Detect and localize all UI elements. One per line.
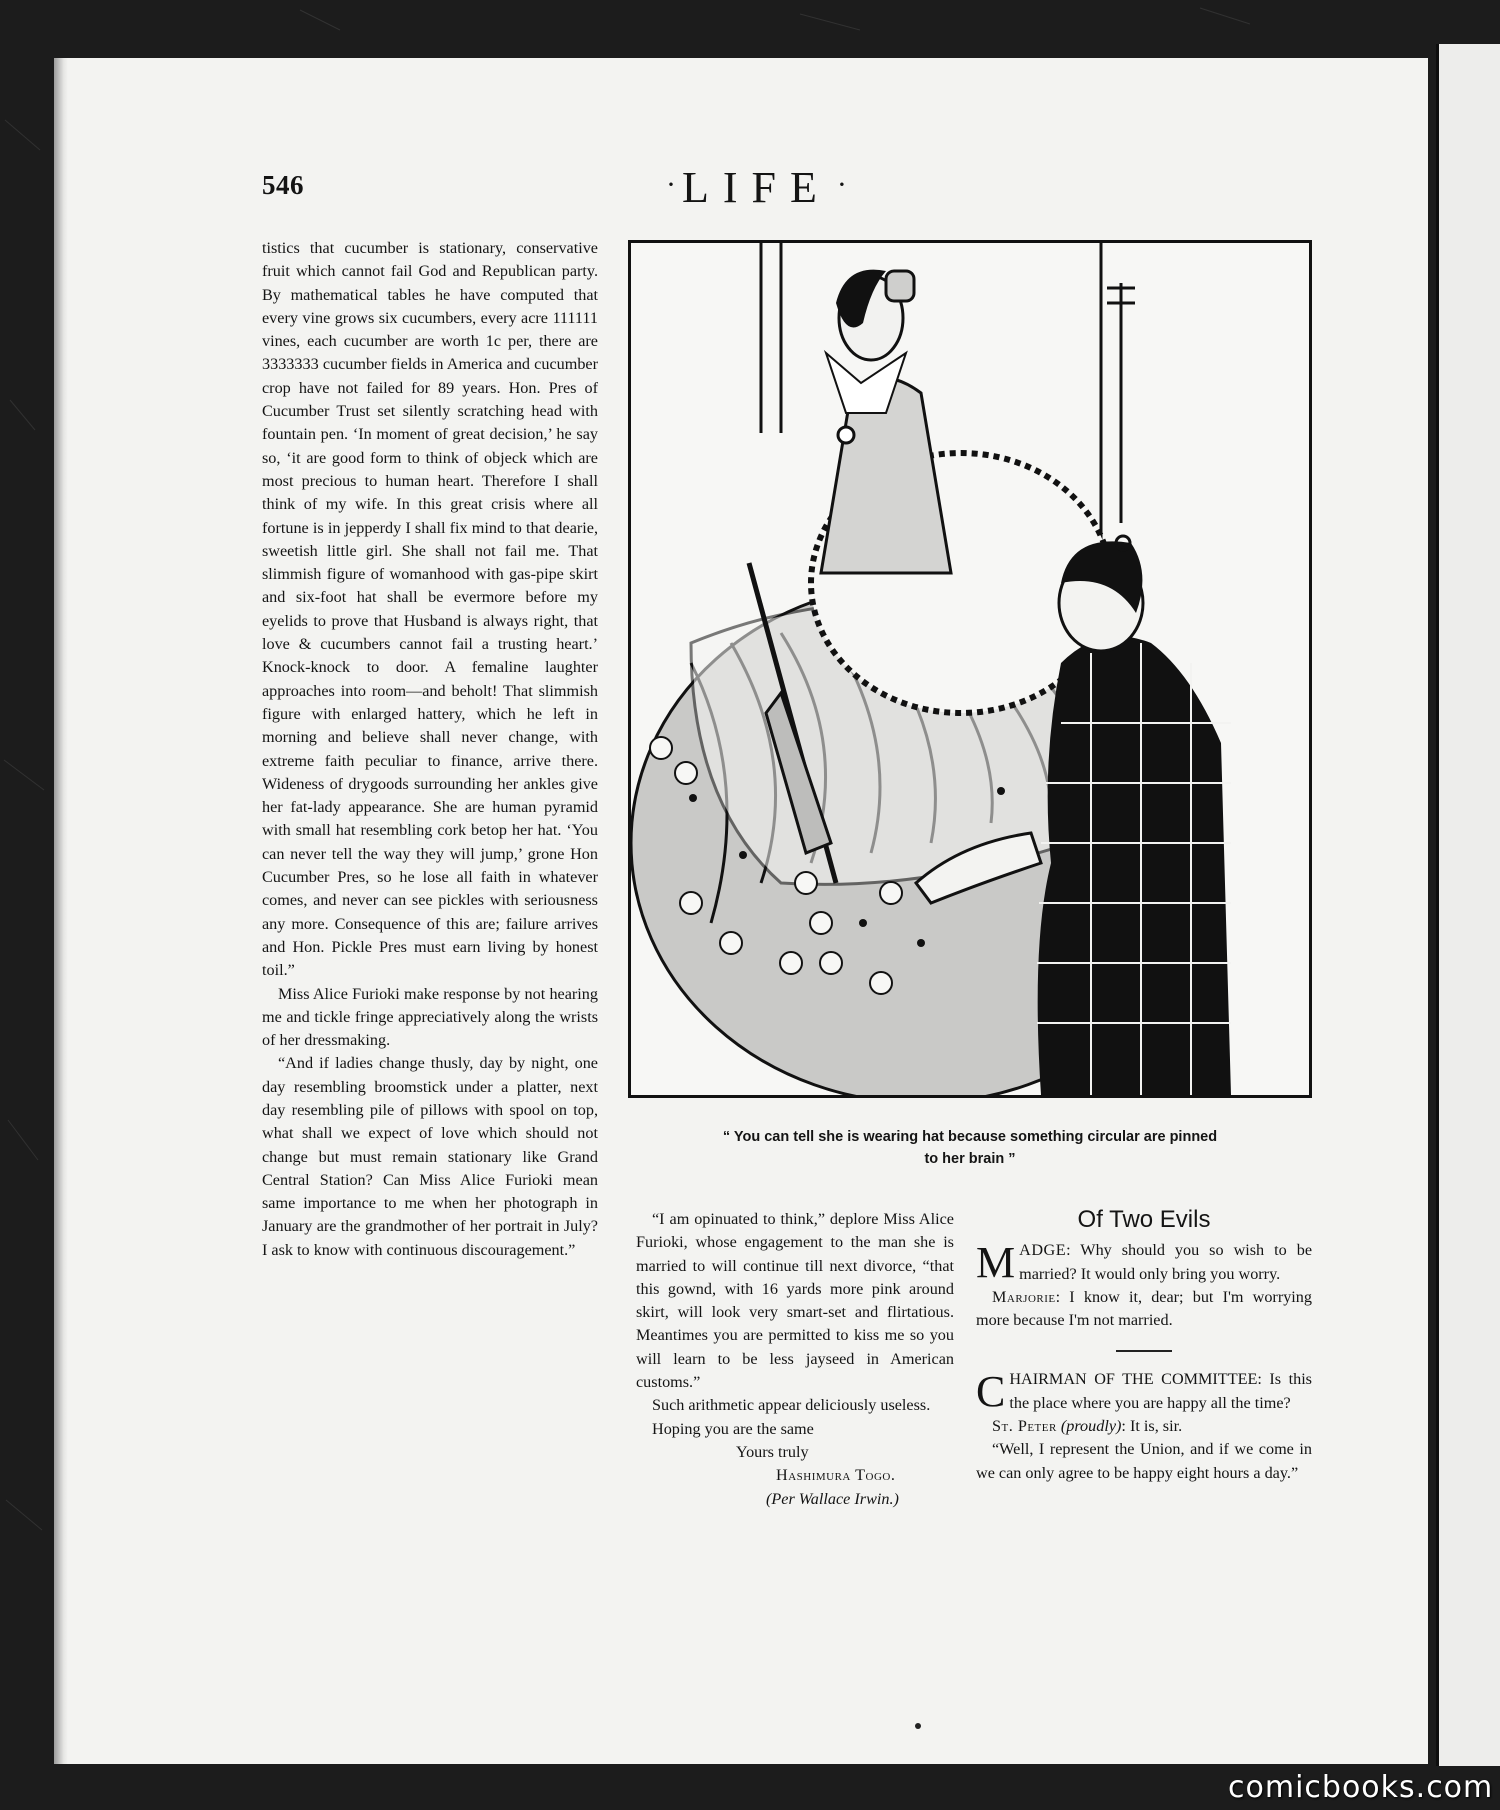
speaker-madge: ADGE: [1019, 1241, 1067, 1260]
letter-signer: Hashimura Togo.: [776, 1466, 896, 1485]
speaker-marjorie: Marjorie: [992, 1287, 1056, 1306]
letter-closing: Hoping you are the same: [652, 1419, 814, 1438]
caption-line-1: “ You can tell she is wearing hat because something circular are pinned: [722, 1129, 1218, 1145]
caption-line-2: to her brain ”: [924, 1151, 1016, 1167]
chairman-line: : Is this the place where you are happy all the time?: [1009, 1370, 1312, 1412]
masthead-title: LIFE: [682, 163, 831, 212]
letter-per: (Per Wallace Irwin.): [766, 1489, 899, 1508]
page-mark: [915, 1723, 921, 1729]
watermark: comicbooks.com: [1228, 1770, 1494, 1805]
cartoon-illustration: [628, 240, 1312, 1098]
speaker-chairman: HAIRMAN OF THE COMMITTEE: [1009, 1370, 1258, 1389]
piece-2-line-2: [976, 1415, 1312, 1438]
stage-direction: (proudly): [1060, 1417, 1122, 1436]
marjorie-line: : I know it, dear; but I'm worrying more because I'm not married.: [976, 1287, 1312, 1330]
masthead: [660, 162, 853, 213]
st-peter-line: : It is, sir.: [1121, 1417, 1183, 1436]
right-column: [976, 1208, 1312, 1485]
page-spine-shadow: [54, 58, 68, 1764]
left-paragraph-1: tistics that cucumber is stationary, conservative fruit which cannot fail God and Republican party. By mathematical tables he have computed that every vine grows six cucumbers, every acre 111111 vines, each cucumber are worth 1c per, there are 3333333 cucumber fields in America and cucumber crop have not failed for 89 years. Hon. Pres of Cucumber Trust set silently scratching head with fountain pen. ‘In moment of great decision,’ he say so, ‘it are good form to think of objeck which are most precious to human heart. Therefore I shall think of my wife. In this great crisis where all fortune is in jepperdy I shall fix mind to that dearie, sweetish little girl. She shall not fail me. That slimmish figure of womanhood with gas-pipe skirt and six-foot hat shall be evermore before my eyelids to prove that Husband is always right, that love & cucumbers cannot fail a trusting heart.’ Knock-knock to door. A femaline laughter approaches into room—and beholt! That slimmish figure with enlarged hattery, which he left in morning and believe shall never change, with extreme faith peculiar to finance, arrive there. Wideness of drygoods surrounding her ankles give her fat-lady appearance. She are human pyramid with small hat resembling cork betop her hat. ‘You can never tell the way they will jump,’ grone Hon Cucumber Pres, so he lose all faith in whatever comes, and never can see pickles with seriousness any more. Consequence of this are; failure arrives and Hon. Pickle Pres must earn living by honest toil.”: [262, 239, 598, 980]
letter-yours: Yours truly: [736, 1442, 809, 1461]
piece-2-line-1: [976, 1368, 1312, 1415]
masthead-dot-right: ·: [836, 168, 847, 201]
piece-1-line-2: [976, 1286, 1312, 1333]
left-paragraph-3: “And if ladies change thusly, day by night, one day resembling broomstick under a platter, next day resembling pile of pillows with spool on top, what shall we expect of love which should not change but must remain stationary like Grand Central Station? Can Miss Alice Furioki mean same importance to me when her photograph in January are the grandmother of her portrait in July? I ask to know with continuous discouragement.”: [262, 1054, 598, 1259]
page-number: 546: [262, 170, 304, 200]
dropcap-m: M: [976, 1238, 1016, 1288]
left-paragraph-2: Miss Alice Furioki make response by not hearing me and tickle fringe appreciatively along the wrists of her dressmaking.: [262, 984, 598, 1050]
section-divider: [1116, 1350, 1172, 1352]
madge-line: : Why should you so wish to be married? It would only bring you worry.: [1019, 1241, 1312, 1283]
adjacent-page-edge: [1436, 44, 1500, 1766]
piece-2-line-3: “Well, I represent the Union, and if we come in we can only agree to be happy eight hours a day.”: [976, 1440, 1312, 1482]
cartoon-drawing: [631, 243, 1309, 1095]
illustration-caption: [660, 1126, 1280, 1170]
masthead-dot-left: ·: [666, 168, 676, 201]
piece-1-line-1: [976, 1239, 1312, 1286]
speaker-st-peter: St. Peter: [992, 1417, 1057, 1436]
dropcap-c: C: [976, 1367, 1006, 1417]
middle-column: [636, 1208, 954, 1511]
piece-title: Of Two Evils: [1077, 1206, 1211, 1233]
middle-paragraph-1: “I am opinuated to think,” deplore Miss Alice Furioki, whose engagement to the man she is married to will continue till next divorce, “that this gownd, with 16 yards more pink around skirt, will look very smart-set and flirtatious. Meantimes you are permitted to kiss me so you will learn to be less jayseed in American customs.”: [636, 1210, 954, 1392]
left-column: [262, 237, 598, 1262]
middle-paragraph-2: Such arithmetic appear deliciously useless.: [652, 1396, 931, 1415]
